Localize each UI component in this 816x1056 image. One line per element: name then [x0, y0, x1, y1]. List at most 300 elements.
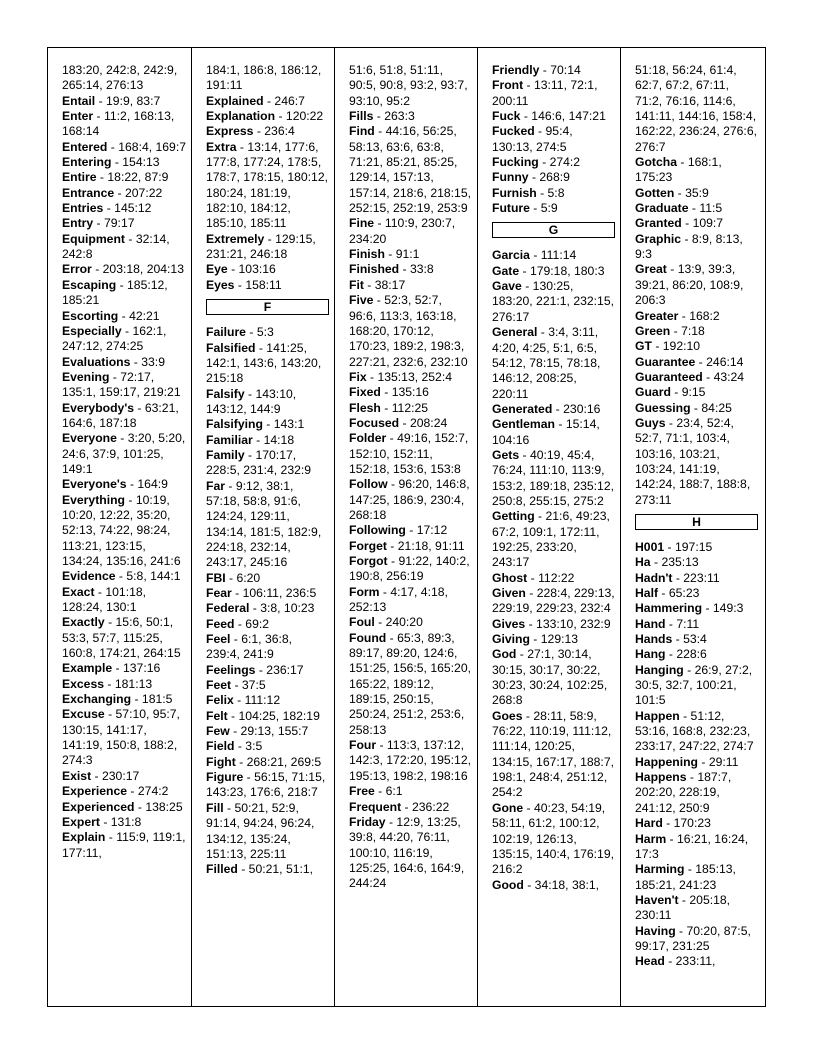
index-entry: Finish - 91:1	[349, 247, 420, 262]
index-term: Gotten	[635, 185, 675, 200]
index-term: Explanation	[206, 109, 276, 124]
index-term: Found	[349, 630, 387, 645]
page-line-references: 235:13	[661, 555, 699, 570]
page-line-references: 29:13, 155:7	[240, 724, 309, 739]
index-term: Form	[349, 584, 380, 599]
index-term: Federal	[206, 601, 250, 616]
index-entry: Form - 4:17, 4:18, 252:13	[349, 584, 448, 615]
index-term: Evening	[62, 369, 110, 384]
page-line-references: 197:15	[674, 539, 713, 554]
page-line-references: 32:14, 242:8	[62, 231, 170, 262]
index-entry: Good - 34:18, 38:1,	[492, 877, 600, 892]
index-entry: Hard - 170:23	[635, 816, 711, 831]
index-entry: Funny - 268:9	[492, 170, 570, 185]
page-line-references: 207:22	[125, 185, 163, 200]
page-line-references: 5:8, 144:1	[126, 569, 181, 584]
index-term: Guys	[635, 415, 666, 430]
page-line-references: 162:1, 247:12, 274:25	[62, 323, 167, 354]
page-line-references: 112:22	[538, 570, 575, 585]
page-line-references: 51:12, 53:16, 168:8, 232:23, 233:17, 247:22, 274:7	[635, 708, 754, 754]
index-term: Head	[635, 954, 665, 969]
index-entry: Guessing - 84:25	[635, 400, 732, 415]
index-term: Hanging	[635, 662, 684, 677]
index-entry: Haven't - 205:18, 230:11	[635, 892, 731, 923]
index-term: Entail	[62, 93, 96, 108]
page-line-references: 236:22	[411, 799, 450, 814]
index-term: Getting	[492, 509, 535, 524]
index-term: Explained	[206, 93, 264, 108]
page-line-references: 246:7	[274, 93, 305, 108]
index-entry: Fine - 110:9, 230:7, 234:20	[349, 216, 456, 246]
index-term: Fear	[206, 586, 232, 600]
index-entry: Felix - 111:12	[206, 693, 281, 708]
index-entry: Exact - 101:18, 128:24, 130:1	[62, 584, 147, 615]
page-line-references: 13:14, 177:6, 177:8, 177:24, 178:5, 178:7, 178:15, 180:12, 180:24, 181:19, 182:10, 184:12, 185:10, 185:11	[206, 139, 328, 231]
index-term: Graduate	[635, 201, 689, 216]
page-line-references: 40:19, 45:4, 76:24, 111:10, 113:9, 153:2, 189:18, 235:12, 250:8, 255:15, 275:2	[492, 447, 614, 508]
index-entry: Hadn't - 223:11	[635, 570, 720, 585]
index-term: Hand	[635, 616, 666, 631]
index-entry: Four - 113:3, 137:12, 142:3, 172:20, 195:12, 195:13, 198:2, 198:16	[349, 738, 471, 783]
index-entry: Falsify - 143:10, 143:12, 144:9	[206, 386, 297, 416]
index-term: Escaping	[62, 277, 117, 292]
index-term: Exist	[62, 768, 92, 783]
index-term: Gotcha	[635, 155, 677, 170]
index-term: Fill	[206, 800, 224, 815]
page-line-references: 274:2	[549, 155, 581, 170]
page-line-references: 11:2, 168:13, 168:14	[62, 109, 175, 139]
page-line-references: 21:6, 49:23, 67:2, 109:1, 172:11, 192:25, 233:20, 243:17	[492, 509, 610, 570]
page-line-references: 91:22, 140:2, 190:8, 256:19	[349, 554, 470, 584]
index-entry: Gave - 130:25, 183:20, 221:1, 232:15, 276:17	[492, 279, 614, 324]
index-term: Friday	[349, 814, 386, 829]
index-term: Falsified	[206, 340, 256, 355]
index-term: Fixed	[349, 385, 381, 400]
page-line-references: 13:11, 72:1, 200:11	[492, 78, 598, 108]
index-entry: Eye - 103:16	[206, 262, 276, 277]
index-term: Eyes	[206, 277, 235, 292]
page-line-references: 168:4, 169:7	[118, 139, 187, 154]
index-entry: Foul - 240:20	[349, 615, 423, 630]
index-term: Front	[492, 78, 524, 93]
index-entry: Garcia - 111:14	[492, 248, 577, 263]
page-line-references: 70:20, 87:5, 99:17, 231:25	[635, 923, 751, 953]
index-term: Fucking	[492, 155, 539, 170]
index-term: God	[492, 647, 517, 662]
index-term: Example	[62, 661, 113, 676]
index-term: Failure	[206, 325, 246, 340]
index-entry: Entail - 19:9, 83:7	[62, 93, 161, 108]
page-line-references: 168:2	[689, 308, 720, 323]
page-line-references: 29:11	[708, 754, 739, 769]
index-term: Harm	[635, 831, 667, 846]
index-entry: Gate - 179:18, 180:3	[492, 263, 605, 278]
page-line-references: 91:1	[395, 247, 420, 262]
page-line-references: 137:16	[122, 661, 161, 676]
index-entry: Goes - 28:11, 58:9, 76:22, 110:19, 111:12, 111:14, 120:25, 134:15, 167:17, 188:7, 198:1, 248:4, 251:12, 254:2	[492, 708, 614, 800]
index-entry: Explained - 246:7	[206, 93, 305, 108]
page-line-references: 28:11, 58:9, 76:22, 110:19, 111:12, 111:14, 120:25, 134:15, 167:17, 188:7, 198:1, 248:4, 251:12, 254:2	[492, 708, 614, 800]
index-entry: Harm - 16:21, 16:24, 17:3	[635, 831, 749, 861]
index-term: Figure	[206, 770, 244, 785]
index-term: Green	[635, 323, 671, 338]
index-term: Fucked	[492, 124, 535, 139]
index-entry: Friendly - 70:14	[492, 63, 581, 77]
index-entry: Fit - 38:17	[349, 277, 406, 292]
index-term: Entries	[62, 201, 104, 216]
page-line-references: 181:5	[141, 692, 173, 707]
page-line-references: 15:6, 50:1, 53:3, 57:7, 115:25, 160:8, 174:21, 264:15	[62, 615, 181, 661]
index-term: Fix	[349, 369, 367, 384]
index-term: Ha	[635, 555, 651, 570]
index-term: Excess	[62, 676, 105, 691]
index-term: Feed	[206, 616, 235, 631]
index-entry: Fill - 50:21, 52:9, 91:14, 94:24, 96:24, 134:12, 135:24, 151:13, 225:11	[206, 800, 315, 861]
index-entry: Hang - 228:6	[635, 647, 707, 662]
page-line-references: 63:21, 164:6, 187:18	[62, 400, 179, 430]
page-line-references: 109:7	[692, 216, 724, 231]
index-entry: Entered - 168:4, 169:7	[62, 139, 187, 154]
index-term: Familiar	[206, 432, 253, 447]
index-entry: Equipment - 32:14, 242:8	[62, 231, 170, 262]
index-term: Entrance	[62, 185, 115, 200]
page-line-references: 13:9, 39:3, 39:21, 86:20, 108:9, 206:3	[635, 262, 744, 308]
index-term: Find	[349, 124, 375, 139]
index-entry: Explain - 115:9, 119:1, 177:11,	[62, 830, 186, 860]
index-column-3	[334, 47, 478, 1007]
page-line-references: 3:8, 10:23	[260, 601, 315, 616]
page-line-references: 111:12	[244, 693, 281, 708]
page-line-references: 236:17	[266, 662, 304, 677]
index-term: Granted	[635, 216, 682, 231]
page-line-references: 34:18, 38:1,	[534, 877, 600, 892]
index-entry: Fix - 135:13, 252:4	[349, 369, 453, 384]
page-line-references: 33:8	[409, 262, 434, 277]
index-entry: Hammering - 149:3	[635, 601, 744, 616]
page-line-references: 57:10, 95:7, 130:15, 141:17, 141:19, 150:8, 188:2, 274:3	[62, 707, 180, 768]
index-term: Haven't	[635, 892, 679, 907]
index-entry: Giving - 129:13	[492, 632, 579, 647]
page-line-references: 192:10	[662, 339, 701, 354]
page-line-references: 3:5	[245, 739, 263, 754]
index-entry: Getting - 21:6, 49:23, 67:2, 109:1, 172:11, 192:25, 233:20, 243:17	[492, 509, 610, 570]
page-line-references: 115:9, 119:1, 177:11,	[62, 830, 186, 860]
index-term: Falsify	[206, 386, 245, 401]
page-line-references: 5:3	[256, 325, 274, 340]
index-entry: Fucked - 95:4, 130:13, 274:5	[492, 124, 573, 154]
index-entry: Gentleman - 15:14, 104:16	[492, 417, 600, 447]
index-entry: Frequent - 236:22	[349, 799, 450, 814]
page-line-references: 230:17	[101, 768, 140, 783]
index-term: Express	[206, 124, 254, 139]
index-entry: Flesh - 112:25	[349, 400, 429, 415]
index-entry: Escorting - 42:21	[62, 308, 160, 323]
page-line-references: 8:9, 8:13, 9:3	[635, 231, 743, 262]
index-entry: Fills - 263:3	[349, 109, 415, 124]
index-term: Feel	[206, 632, 231, 647]
page-line-references: 38:17	[374, 277, 406, 292]
index-term: Escorting	[62, 308, 119, 323]
page-line-references: 26:9, 27:2, 30:5, 32:7, 100:21, 101:5	[635, 662, 753, 708]
index-term: Harming	[635, 862, 685, 877]
index-entry: Forget - 21:18, 91:11	[349, 538, 465, 553]
page-line-references: 3:4, 3:11, 4:20, 4:25, 5:1, 6:5, 54:12, 78:15, 78:18, 146:12, 208:25, 220:11	[492, 325, 601, 401]
page-line-references: 23:4, 52:4, 52:7, 71:1, 103:4, 103:16, 103:21, 103:24, 141:19, 142:24, 188:7, 188:8, 273:11	[635, 415, 751, 507]
index-term: Happen	[635, 708, 680, 723]
index-entry: Entire - 18:22, 87:9	[62, 170, 169, 185]
index-entry: Everyone's - 164:9	[62, 477, 168, 492]
index-term: Five	[349, 293, 374, 308]
page-line-references: 228:6	[676, 647, 707, 662]
index-entry: Exactly - 15:6, 50:1, 53:3, 57:7, 115:25, 160:8, 174:21, 264:15	[62, 615, 181, 661]
index-entry: Friday - 12:9, 13:25, 39:8, 44:20, 76:11, 100:10, 116:19, 125:25, 164:6, 164:9, 244:24	[349, 814, 465, 891]
index-term: Excuse	[62, 707, 105, 722]
index-entry: Failure - 5:3	[206, 325, 274, 340]
page-line-references: 230:16	[563, 401, 601, 416]
index-entry: Extra - 13:14, 177:6, 177:8, 177:24, 178:5, 178:7, 178:15, 180:12, 180:24, 181:19, 182:10, 184:12, 185:10, 185:11	[206, 139, 328, 231]
index-term: Everyone	[62, 431, 117, 446]
page-line-references: 6:20	[236, 570, 261, 585]
index-term: Extremely	[206, 231, 265, 246]
page-line-references: 146:6, 147:21	[531, 109, 606, 124]
page-line-references: 110:9, 230:7, 234:20	[349, 216, 456, 246]
index-entry: GT - 192:10	[635, 339, 701, 354]
page-line-references: 130:25, 183:20, 221:1, 232:15, 276:17	[492, 279, 614, 324]
index-entry: Fear - 106:11, 236:5	[206, 586, 317, 600]
page-line-references: 143:1	[273, 417, 305, 432]
page-line-references: 263:3	[384, 109, 415, 124]
index-entry: Entries - 145:12	[62, 201, 152, 216]
index-term: Everybody's	[62, 400, 134, 415]
index-entry: Fuck - 146:6, 147:21	[492, 109, 606, 124]
page-line-references: 50:21, 51:1,	[248, 862, 314, 877]
index-term: Exactly	[62, 615, 105, 630]
index-entry: Gotcha - 168:1, 175:23	[635, 155, 722, 185]
index-entry: Hands - 53:4	[635, 632, 707, 647]
index-term: Fine	[349, 216, 375, 231]
index-column-5	[620, 47, 765, 1007]
index-term: Falsifying	[206, 417, 263, 432]
index-entry: Free - 6:1	[349, 784, 403, 799]
page-line-references: 138:25	[145, 799, 183, 814]
page-line-references: 21:18, 91:11	[397, 538, 465, 553]
page-line-references: 236:4	[264, 124, 295, 139]
index-entry: Happening - 29:11	[635, 754, 739, 769]
index-term: Goes	[492, 708, 523, 723]
index-term: Great	[635, 262, 667, 277]
index-entry: Everything - 10:19, 10:20, 12:22, 35:20, 52:13, 74:22, 98:24, 113:21, 123:15, 134:24, 135:16, 241:6	[62, 492, 181, 568]
index-term: Furnish	[492, 185, 537, 200]
index-entry: Find - 44:16, 56:25, 58:13, 63:6, 63:8, 71:21, 85:21, 85:25, 129:14, 157:13, 157:14, 218:6, 218:15, 252:15, 252:19, 253:9	[349, 124, 471, 216]
index-term: Eye	[206, 262, 228, 277]
index-entry: Field - 3:5	[206, 739, 263, 754]
index-entry: Green - 7:18	[635, 323, 705, 338]
page-line-references: 120:22	[285, 109, 324, 124]
index-term: Fills	[349, 109, 374, 124]
index-entry: Everyone - 3:20, 5:20, 24:6, 37:9, 101:25, 149:1	[62, 431, 186, 476]
index-entry: Focused - 208:24	[349, 415, 448, 430]
page-line-references: 69:2	[245, 616, 270, 631]
index-term: GT	[635, 339, 652, 354]
page-line-references: 79:17	[104, 216, 135, 231]
index-term: Fuck	[492, 109, 521, 124]
page-line-references: 40:23, 54:19, 58:11, 61:2, 100:12, 102:19, 126:13, 135:15, 140:4, 176:19, 216:2	[492, 800, 614, 877]
page-line-references: 228:4, 229:13, 229:19, 229:23, 232:4	[492, 586, 615, 616]
index-entry: Example - 137:16	[62, 661, 161, 676]
index-term: Fit	[349, 277, 364, 292]
index-term: Given	[492, 586, 526, 600]
index-entry: Feelings - 236:17	[206, 662, 304, 677]
page-line-references: 6:1, 36:8, 239:4, 241:9	[206, 632, 293, 662]
index-term: Free	[349, 784, 375, 799]
page-line-references: 53:4	[683, 632, 707, 647]
index-term: Felix	[206, 693, 234, 708]
index-entry: Gotten - 35:9	[635, 185, 709, 200]
index-entry: Enter - 11:2, 168:13, 168:14	[62, 109, 175, 139]
index-term: General	[492, 325, 538, 340]
index-entry: Entering - 154:13	[62, 155, 160, 170]
index-term: Entered	[62, 139, 108, 154]
index-entry: Extremely - 129:15, 231:21, 246:18	[206, 231, 316, 262]
index-term: Folder	[349, 431, 387, 446]
index-term: Guarantee	[635, 354, 696, 369]
index-entry: Especially - 162:1, 247:12, 274:25	[62, 323, 167, 354]
index-entry: Granted - 109:7	[635, 216, 724, 231]
index-entry: Falsifying - 143:1	[206, 417, 305, 432]
index-term: Extra	[206, 139, 237, 154]
page-line-references: 7:11	[676, 616, 700, 631]
page-line-references: 10:19, 10:20, 12:22, 35:20, 52:13, 74:22, 98:24, 113:21, 123:15, 134:24, 135:16, 241:6	[62, 492, 181, 568]
page-line-references: 208:24	[409, 415, 448, 430]
page-line-references: 183:20, 242:8, 242:9, 265:14, 276:13	[62, 63, 178, 93]
index-term: Greater	[635, 308, 679, 323]
index-term: Happens	[635, 770, 687, 785]
page-line-references: 179:18, 180:3	[529, 263, 605, 278]
index-term: Good	[492, 877, 524, 892]
page-line-references: 33:9	[141, 354, 165, 369]
index-entry: Fixed - 135:16	[349, 385, 429, 400]
index-term: Entering	[62, 155, 112, 170]
page-line-references: 12:9, 13:25, 39:8, 44:20, 76:11, 100:10, 116:19, 125:25, 164:6, 164:9, 244:24	[349, 814, 465, 891]
index-entry: Federal - 3:8, 10:23	[206, 601, 315, 616]
index-entry: Folder - 49:16, 152:7, 152:10, 152:11, 152:18, 153:6, 153:8	[349, 431, 469, 476]
index-entry: Everybody's - 63:21, 164:6, 187:18	[62, 400, 179, 430]
index-term: Happening	[635, 754, 698, 769]
index-term: Guessing	[635, 400, 691, 415]
index-term: Hard	[635, 816, 663, 831]
index-entry: Gets - 40:19, 45:4, 76:24, 111:10, 113:9, 153:2, 189:18, 235:12, 250:8, 255:15, 275:2	[492, 447, 614, 508]
index-entry: Front - 13:11, 72:1, 200:11	[492, 78, 598, 108]
index-term: Funny	[492, 170, 529, 185]
index-term: Gone	[492, 800, 524, 815]
index-term: FBI	[206, 570, 226, 585]
page-line-references: 9:12, 38:1, 57:18, 58:8, 91:6, 124:24, 129:11, 134:14, 181:5, 182:9, 224:18, 232:14, 243:17, 245:16	[206, 478, 322, 570]
index-term: Equipment	[62, 231, 125, 246]
index-entry: Express - 236:4	[206, 124, 295, 139]
index-entry: Exchanging - 181:5	[62, 692, 173, 707]
page-line-references: 103:16	[238, 262, 276, 277]
index-term: Fight	[206, 754, 236, 769]
index-entry: Ghost - 112:22	[492, 570, 575, 585]
index-term: Giving	[492, 632, 530, 647]
page-line-references: 246:14	[706, 354, 744, 369]
page-line-references: 168:1, 175:23	[635, 155, 722, 185]
page-line-references: 42:21	[129, 308, 160, 323]
page-line-references: 9:15	[681, 385, 706, 400]
index-entry: Fight - 268:21, 269:5	[206, 754, 322, 769]
index-entry: Gives - 133:10, 232:9	[492, 616, 611, 631]
page-line-references: 52:3, 52:7, 96:6, 113:3, 163:18, 168:20, 170:12, 170:23, 189:2, 198:3, 227:21, 232:6, 232:10	[349, 293, 468, 369]
index-entry: Feel - 6:1, 36:8, 239:4, 241:9	[206, 632, 293, 662]
index-term: Friendly	[492, 63, 540, 77]
index-entry: Experienced - 138:25	[62, 799, 183, 814]
page-line-references: 49:16, 152:7, 152:10, 152:11, 152:18, 153:6, 153:8	[349, 431, 469, 476]
index-entry: Happen - 51:12, 53:16, 168:8, 232:23, 233:17, 247:22, 274:7	[635, 708, 754, 754]
index-term: Frequent	[349, 799, 402, 814]
index-entry: Eyes - 158:11	[206, 277, 282, 292]
index-term: Far	[206, 478, 225, 493]
index-entry: Having - 70:20, 87:5, 99:17, 231:25	[635, 923, 751, 953]
index-entry: Entry - 79:17	[62, 216, 135, 231]
index-term: Evaluations	[62, 354, 131, 369]
index-entry: FBI - 6:20	[206, 570, 261, 585]
index-entry: Explanation - 120:22	[206, 109, 324, 124]
index-term: Garcia	[492, 248, 530, 263]
page-line-references: 27:1, 30:14, 30:15, 30:17, 30:22, 30:23, 30:24, 102:25, 268:8	[492, 647, 608, 708]
index-entry: Evaluations - 33:9	[62, 354, 165, 369]
index-term: Evidence	[62, 569, 116, 584]
index-term: Especially	[62, 323, 122, 338]
page-line-references: 205:18, 230:11	[635, 892, 731, 923]
index-entry: Few - 29:13, 155:7	[206, 724, 309, 739]
section-letter-header: G	[492, 222, 615, 238]
index-term: Explain	[62, 830, 106, 845]
index-entry: Finished - 33:8	[349, 262, 434, 277]
page-line-references: 268:9	[539, 170, 570, 185]
index-entry: Graphic - 8:9, 8:13, 9:3	[635, 231, 743, 262]
index-entry: Guys - 23:4, 52:4, 52:7, 71:1, 103:4, 103:16, 103:21, 103:24, 141:19, 142:24, 188:7, 188:8, 273:11	[635, 415, 751, 507]
index-term: Filled	[206, 862, 238, 877]
index-term: Experienced	[62, 799, 135, 814]
index-entry: Far - 9:12, 38:1, 57:18, 58:8, 91:6, 124:24, 129:11, 134:14, 181:5, 182:9, 224:18, 232:14, 243:17, 245:16	[206, 478, 322, 570]
index-term: Hammering	[635, 601, 703, 616]
page-line-references: 17:12	[416, 523, 448, 538]
page-line-references: 240:20	[385, 615, 423, 630]
page-line-references: 135:16	[391, 385, 429, 400]
page-line-references: 149:3	[712, 601, 744, 616]
index-term: Felt	[206, 708, 228, 723]
index-entry: Excess - 181:13	[62, 676, 153, 691]
page-line-references: 6:1	[385, 784, 403, 799]
page-line-references: 84:25	[701, 400, 732, 415]
index-entry: Hand - 7:11	[635, 616, 700, 631]
index-term: Ghost	[492, 570, 528, 585]
page-line-references: 233:11,	[675, 954, 716, 969]
page-line-references: 111:14	[540, 248, 577, 263]
page-line-references: 170:23	[673, 816, 711, 831]
index-term: Exchanging	[62, 692, 132, 707]
index-entry: Happens - 187:7, 202:20, 228:19, 241:12, 250:9	[635, 770, 732, 815]
index-term: Everything	[62, 492, 125, 507]
index-entry: Excuse - 57:10, 95:7, 130:15, 141:17, 141:19, 150:8, 188:2, 274:3	[62, 707, 180, 768]
page-line-references: 37:5	[241, 678, 266, 693]
index-entry: Exist - 230:17	[62, 768, 140, 783]
index-term: Gave	[492, 279, 522, 294]
index-column-4	[477, 47, 621, 1007]
index-term: Focused	[349, 415, 400, 430]
index-entry: Follow - 96:20, 146:8, 147:25, 186:9, 230:4, 268:18	[349, 477, 470, 522]
page-line-references: 11:5	[699, 201, 723, 216]
